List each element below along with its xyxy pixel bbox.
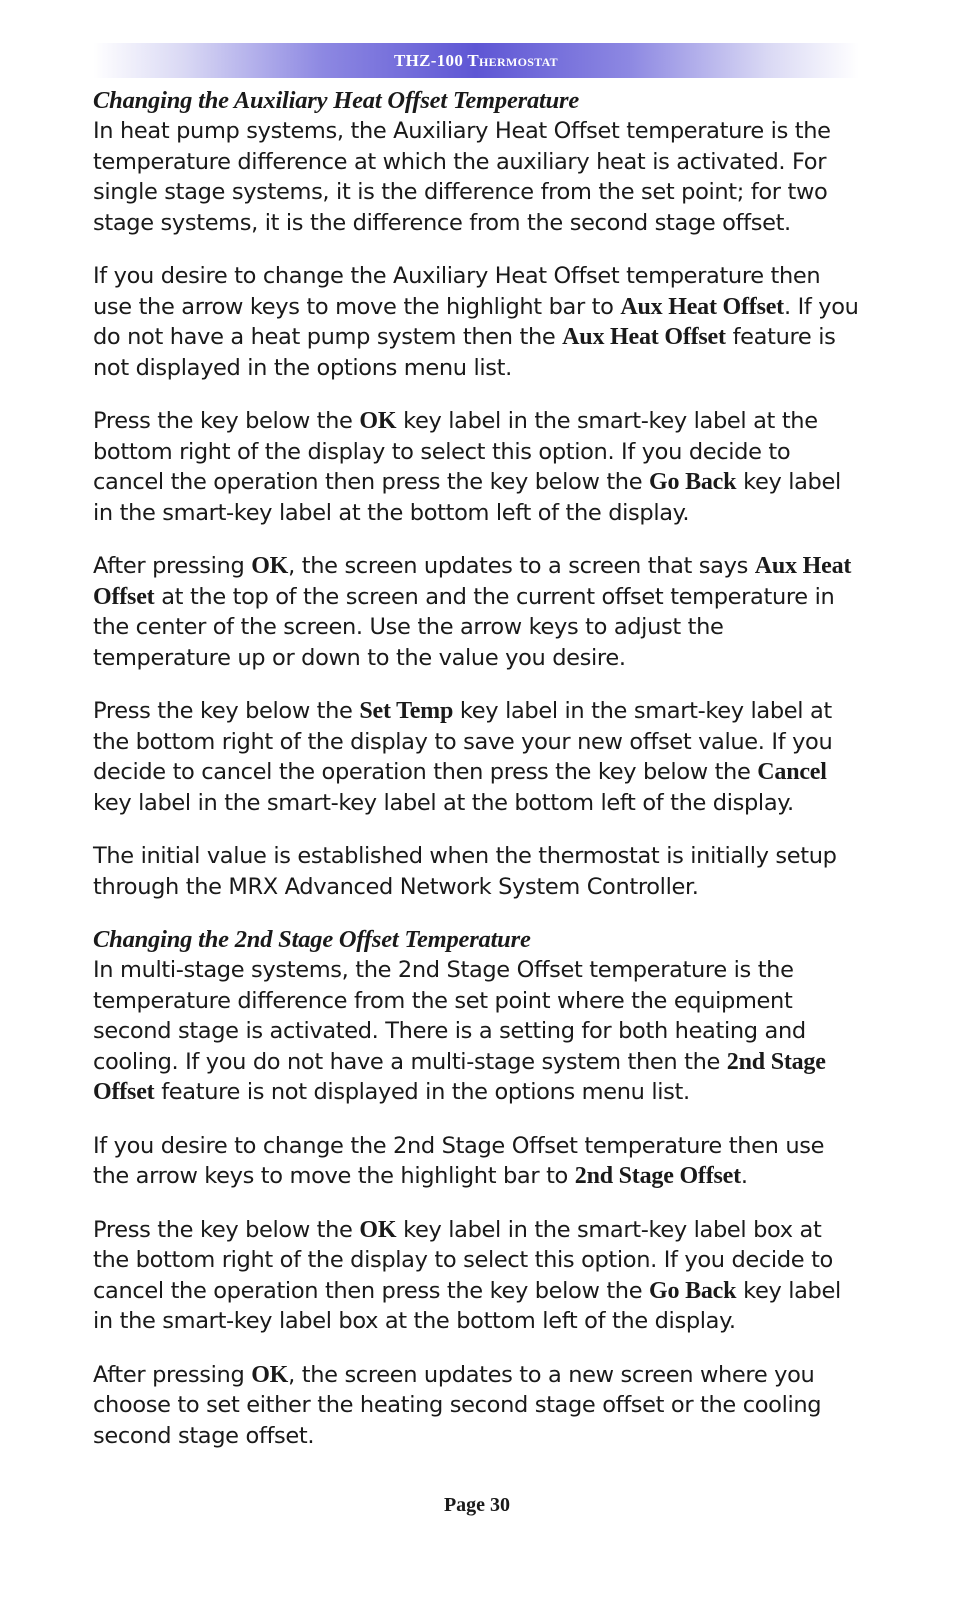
bold-term: OK [251, 1361, 289, 1388]
text-run: . If you do not have a heat pump system then the [93, 293, 859, 350]
text-run: key label in the smart-key label at the bottom left of the display. [93, 789, 794, 816]
text-run: key label in the smart-key label at the bottom right of the display to save your new offset value. If you decide to cancel the operation then press the key below the [93, 698, 833, 785]
bold-term: OK [251, 553, 289, 579]
text-run: Press the key below the [93, 408, 360, 434]
bold-term: Cancel [757, 759, 827, 785]
paragraph [93, 551, 861, 673]
paragraph [93, 841, 861, 902]
bold-term: Go Back [649, 1277, 737, 1304]
bold-term: Set Temp [359, 698, 454, 724]
text-run: . [740, 1163, 748, 1189]
text-run: Press the key below the [93, 698, 360, 724]
bold-term: Aux Heat Offset [562, 324, 726, 350]
text-run: feature is not displayed in the options menu list. [154, 1079, 690, 1105]
paragraph [93, 1215, 861, 1337]
paragraph [93, 116, 861, 238]
bold-term: Go Back [649, 469, 737, 495]
text-run: Press the key below the [93, 1216, 360, 1243]
text-run: feature is not displayed in the options menu list. [93, 324, 836, 381]
text-run: If you desire to change the 2nd Stage Offset temperature then use the arrow keys to move the highlight bar to [93, 1132, 825, 1189]
bold-term: 2nd Stage Offset [574, 1163, 741, 1189]
section-heading: Changing the Auxiliary Heat Offset Temperature [93, 87, 580, 114]
header-title: THZ-100 Thermostat [394, 50, 558, 70]
paragraph [93, 1131, 861, 1192]
text-run: key label in the smart-key label at the bottom left of the display. [93, 469, 841, 526]
header-bar [93, 43, 859, 78]
section-heading: Changing the 2nd Stage Offset Temperature [93, 926, 531, 953]
text-run: The initial value is established when the thermostat is initially setup through the MRX Advanced Network System Controller. [93, 843, 837, 900]
text-run: In multi-stage systems, the 2nd Stage Offset temperature is the temperature difference from the set point where the equipment second stage is activated. There is a setting for both heating and cooling. If you do not have a multi-stage system then the [93, 957, 806, 1075]
text-run: In heat pump systems, the Auxiliary Heat Offset temperature is the temperature difference at which the auxiliary heat is activated. For single stage systems, it is the difference from the set point; for two stage systems, it is the difference from the second stage offset. [93, 118, 831, 236]
text-run: After pressing [93, 553, 252, 579]
bold-term: 2nd Stage Offset [93, 1048, 826, 1105]
text-run: key label in the smart-key label box at the bottom left of the display. [93, 1277, 841, 1334]
bold-term: Aux Heat Offset [620, 293, 784, 320]
text-run: If you desire to change the Auxiliary Heat Offset temperature then use the arrow keys to move the highlight bar to [93, 263, 821, 320]
bold-term: OK [359, 1216, 397, 1243]
text-run: at the top of the screen and the current offset temperature in the center of the screen. Use the arrow keys to adjust the temperature up or down to the value you desire. [93, 583, 835, 671]
text-run: After pressing [93, 1361, 252, 1388]
text-run: key label in the smart-key label box at the bottom right of the display to select this option. If you decide to cancel the operation then press the key below the [93, 1216, 833, 1304]
text-run: key label in the smart-key label at the bottom right of the display to select this option. If you decide to cancel the operation then press the key below the [93, 408, 818, 495]
bold-term: Aux Heat Offset [93, 553, 852, 610]
section-aux-heat-offset [93, 86, 861, 902]
paragraph [93, 261, 861, 383]
bold-term: OK [359, 408, 397, 434]
paragraph [93, 1360, 861, 1452]
page-content [93, 86, 861, 1474]
paragraph [93, 955, 861, 1108]
text-run: , the screen updates to a new screen where you choose to set either the heating second stage offset or the cooling second stage offset. [93, 1361, 822, 1449]
page-number: Page 30 [443, 1494, 511, 1516]
section-2nd-stage-offset [93, 925, 861, 1451]
text-run: , the screen updates to a screen that says [288, 553, 755, 579]
paragraph [93, 696, 861, 818]
paragraph [93, 406, 861, 528]
